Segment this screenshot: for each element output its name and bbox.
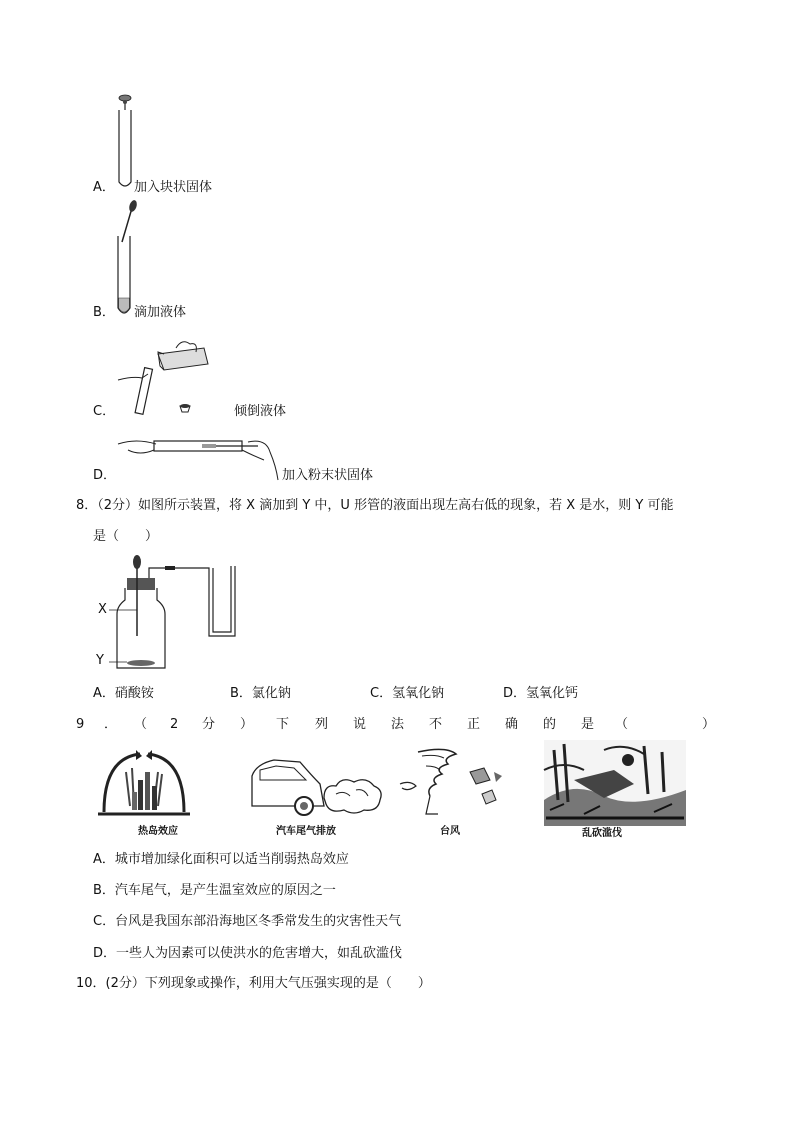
q9-option-c: C．台风是我国东部沿海地区冬季常发生的灾害性天气 — [93, 914, 402, 929]
stem-char: ） — [702, 717, 716, 732]
q8-option-b: B．氯化钠 — [230, 686, 291, 701]
q9-option-d: D．一些人为因素可以使洪水的危害增大，如乱砍滥伐 — [93, 946, 403, 961]
q8-stem-line1: 8．（2分）如图所示装置，将 X 滴加到 Y 中，U 形管的液面出现左高右低的现象，若 X 是水，则 Y 可能 — [76, 498, 674, 513]
stem-char: ． — [104, 717, 118, 732]
stem-char: 9 — [76, 717, 85, 732]
option-letter: A． — [93, 180, 115, 195]
q9-option-b: B．汽车尾气，是产生温室效应的原因之一 — [93, 883, 336, 898]
car-exhaust-figure — [250, 750, 385, 840]
q8-option-a: A．硝酸铵 — [93, 686, 154, 701]
stem-char: 列 — [315, 717, 329, 732]
typhoon-figure — [396, 744, 521, 840]
stem-char: （ — [134, 717, 148, 732]
heat-island-figure — [96, 744, 192, 840]
stem-char: 确 — [505, 717, 519, 732]
stem-char: 是 — [581, 717, 595, 732]
option-letter: C． — [93, 404, 116, 419]
adding-powder-illustration — [118, 430, 283, 486]
deforestation-figure — [544, 740, 686, 840]
option-letter: B． — [93, 305, 115, 320]
pouring-liquid-illustration — [118, 330, 218, 418]
stem-char: 的 — [543, 717, 557, 732]
car-exhaust-illustration — [250, 750, 385, 818]
option-label: 加入粉末状固体 — [282, 468, 374, 483]
caption-heat-island: 热岛效应 — [138, 826, 178, 837]
q8-option-d: D．氢氧化钙 — [503, 686, 579, 701]
q8-stem-line2: 是（ ） — [93, 529, 159, 544]
typhoon-illustration — [396, 744, 521, 824]
caption-car-exhaust: 汽车尾气排放 — [276, 826, 336, 837]
q10-stem: 10．(2分）下列现象或操作，利用大气压强实现的是（ ） — [76, 976, 431, 991]
stem-char: 2 — [170, 717, 179, 732]
stem-char: （ — [615, 717, 629, 732]
q8-option-c: C．氢氧化钠 — [370, 686, 445, 701]
deforestation-illustration — [544, 740, 686, 826]
option-letter: D． — [93, 468, 117, 483]
stem-char: ） — [240, 717, 254, 732]
caption-deforestation: 乱砍滥伐 — [582, 828, 622, 839]
stem-char: 分 — [202, 717, 216, 732]
stem-char: 下 — [276, 717, 290, 732]
label-x: X — [98, 602, 107, 617]
caption-typhoon: 台风 — [440, 826, 460, 837]
option-label: 加入块状固体 — [134, 180, 213, 195]
stem-char: 不 — [429, 717, 443, 732]
heat-island-illustration — [96, 744, 192, 824]
u-tube-apparatus-illustration — [95, 552, 245, 672]
test-tube-block-solid-illustration — [110, 90, 140, 190]
q9-option-a: A．城市增加绿化面积可以适当削弱热岛效应 — [93, 852, 349, 867]
stem-char: 说 — [353, 717, 367, 732]
option-label: 倾倒液体 — [234, 404, 287, 419]
stem-char: 法 — [391, 717, 405, 732]
stem-char: 正 — [467, 717, 481, 732]
test-tube-dropper-illustration — [112, 198, 142, 320]
option-label: 滴加液体 — [134, 305, 187, 320]
label-y: Y — [96, 653, 104, 668]
